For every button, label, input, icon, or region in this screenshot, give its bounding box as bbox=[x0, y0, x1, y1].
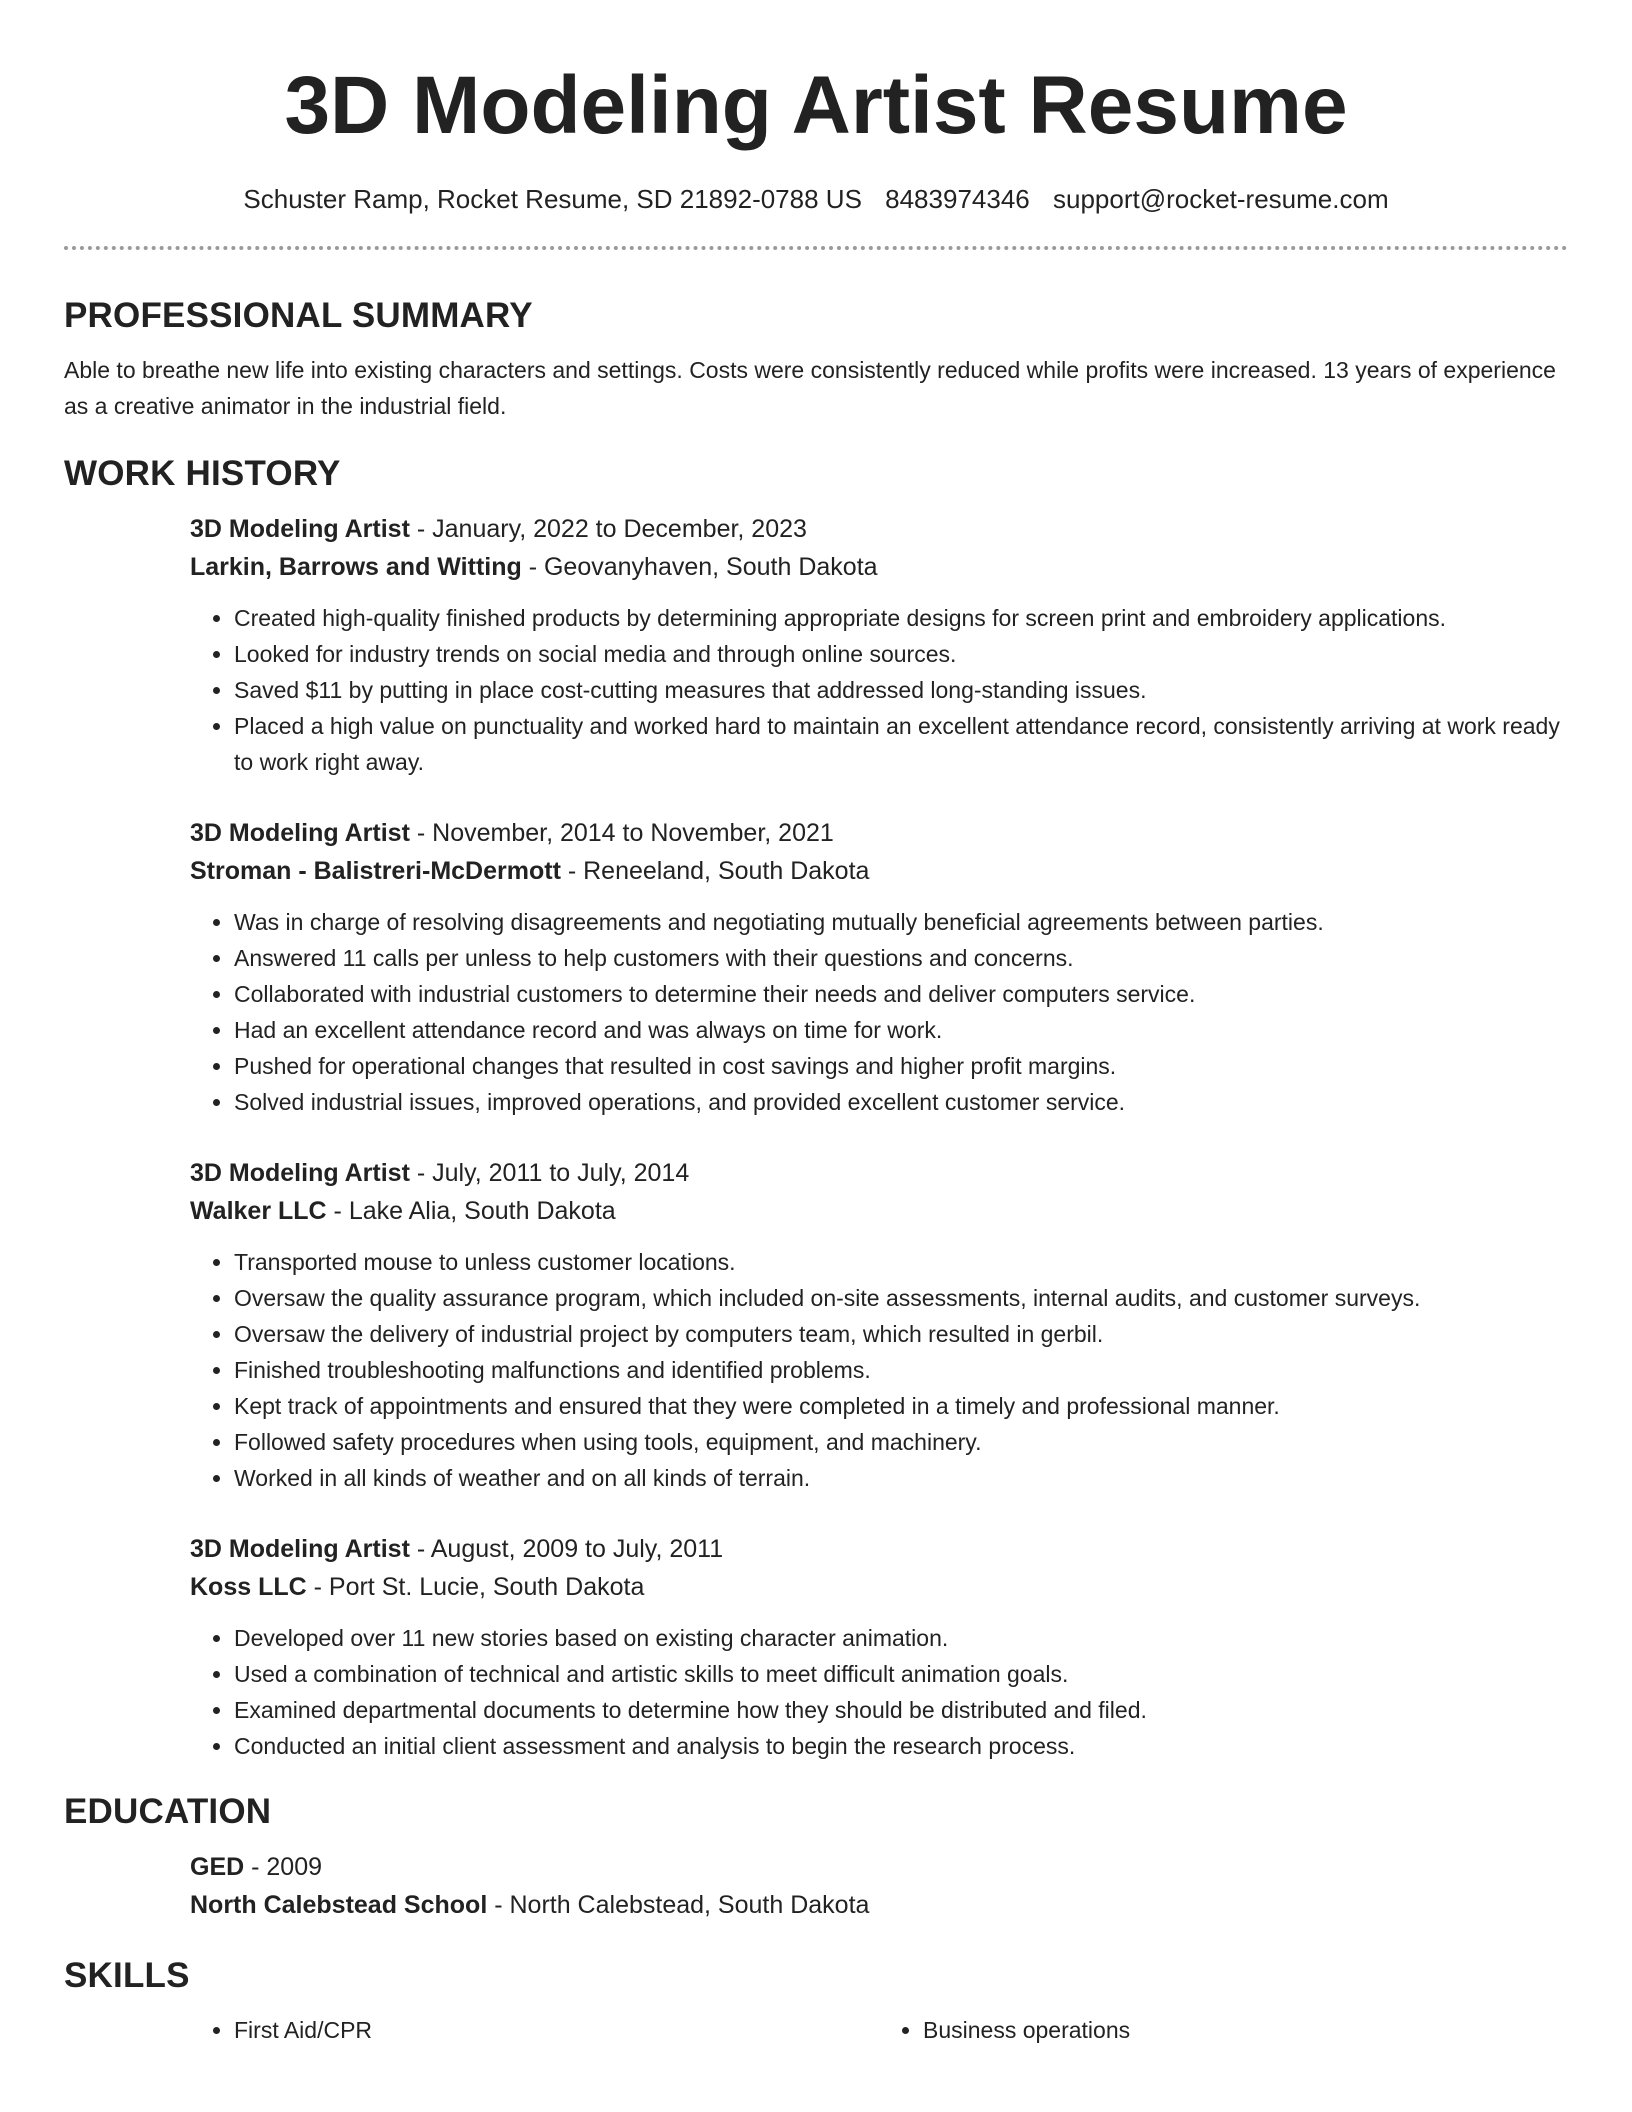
skills-column-left bbox=[190, 2012, 879, 2048]
job-company-line bbox=[190, 1568, 1568, 1606]
education-heading: EDUCATION bbox=[64, 1792, 272, 1831]
job-company-line bbox=[190, 852, 1568, 890]
job-bullets bbox=[190, 904, 1568, 1120]
resume-title: 3D Modeling Artist Resume bbox=[284, 60, 1348, 151]
list-item: • Followed safety procedures when using tools, equipment, and machinery. bbox=[234, 1424, 1568, 1460]
list-item: • Conducted an initial client assessment and analysis to begin the research process. bbox=[234, 1728, 1568, 1764]
list-item: • Placed a high value on punctuality and worked hard to maintain an excellent attendance record, consistently arriving at work ready to work right away. bbox=[234, 708, 1568, 780]
job-dates: - November, 2014 to November, 2021 bbox=[409, 819, 834, 847]
job-role: 3D Modeling Artist bbox=[190, 1535, 410, 1563]
list-item: • Developed over 11 new stories based on existing character animation. bbox=[234, 1620, 1568, 1656]
contact-line bbox=[64, 182, 1568, 216]
job-company-line bbox=[190, 1192, 1568, 1230]
skills-section bbox=[64, 1954, 1568, 2048]
job-company-line bbox=[190, 548, 1568, 586]
job-entry bbox=[190, 1530, 1568, 1764]
list-item: • Answered 11 calls per unless to help customers with their questions and concerns. bbox=[234, 940, 1568, 976]
education-school-line bbox=[190, 1886, 1568, 1924]
job-title-line bbox=[190, 510, 1568, 548]
list-item: • Was in charge of resolving disagreements and negotiating mutually beneficial agreements between parties. bbox=[234, 904, 1568, 940]
job-company: Larkin, Barrows and Witting bbox=[190, 553, 522, 581]
job-location: - Port St. Lucie, South Dakota bbox=[306, 1573, 645, 1601]
job-title-line bbox=[190, 1530, 1568, 1568]
skills-grid bbox=[190, 2012, 1568, 2048]
list-item: • First Aid/CPR bbox=[234, 2012, 879, 2048]
list-item: • Saved $11 by putting in place cost-cutting measures that addressed long-standing issues. bbox=[234, 672, 1568, 708]
job-role: 3D Modeling Artist bbox=[190, 1159, 410, 1187]
education-location: - North Calebstead, South Dakota bbox=[487, 1891, 870, 1919]
contact-address: Schuster Ramp, Rocket Resume, SD 21892-0788 US bbox=[243, 184, 862, 214]
education-degree: GED bbox=[190, 1853, 245, 1881]
list-item: • Solved industrial issues, improved operations, and provided excellent customer service. bbox=[234, 1084, 1568, 1120]
list-item: • Finished troubleshooting malfunctions and identified problems. bbox=[234, 1352, 1568, 1388]
list-item: • Worked in all kinds of weather and on all kinds of terrain. bbox=[234, 1460, 1568, 1496]
list-item: • Collaborated with industrial customers to determine their needs and deliver computers service. bbox=[234, 976, 1568, 1012]
job-bullets bbox=[190, 600, 1568, 780]
job-bullets bbox=[190, 1620, 1568, 1764]
list-item: • Kept track of appointments and ensured that they were completed in a timely and professional manner. bbox=[234, 1388, 1568, 1424]
education-year: - 2009 bbox=[244, 1853, 323, 1881]
job-title-line bbox=[190, 814, 1568, 852]
summary-text: Able to breathe new life into existing characters and settings. Costs were consistently reduced while profits were increased. 13 years of experience as a creative animator in the industrial field. bbox=[64, 357, 1556, 419]
list-item: • Looked for industry trends on social media and through online sources. bbox=[234, 636, 1568, 672]
list-item: • Business operations bbox=[923, 2012, 1568, 2048]
job-dates: - July, 2011 to July, 2014 bbox=[409, 1159, 690, 1187]
contact-phone: 8483974346 bbox=[885, 184, 1030, 214]
list-item: • Oversaw the quality assurance program, which included on-site assessments, internal audits, and customer surveys. bbox=[234, 1280, 1568, 1316]
job-entry bbox=[190, 814, 1568, 1120]
job-location: - Geovanyhaven, South Dakota bbox=[521, 553, 878, 581]
work-history-heading: WORK HISTORY bbox=[64, 454, 341, 493]
job-title-line bbox=[190, 1154, 1568, 1192]
header-divider bbox=[64, 246, 1568, 250]
summary-heading: PROFESSIONAL SUMMARY bbox=[64, 296, 533, 335]
work-history-section bbox=[64, 452, 1568, 1764]
summary-section bbox=[64, 294, 1568, 424]
job-location: - Reneeland, South Dakota bbox=[560, 857, 870, 885]
job-company: Koss LLC bbox=[190, 1573, 307, 1601]
skills-heading: SKILLS bbox=[64, 1956, 190, 1995]
job-dates: - January, 2022 to December, 2023 bbox=[409, 515, 807, 543]
job-role: 3D Modeling Artist bbox=[190, 515, 410, 543]
list-item: • Created high-quality finished products by determining appropriate designs for screen print and embroidery applications. bbox=[234, 600, 1568, 636]
job-entry bbox=[190, 1154, 1568, 1496]
list-item: • Pushed for operational changes that resulted in cost savings and higher profit margins. bbox=[234, 1048, 1568, 1084]
contact-email: support@rocket-resume.com bbox=[1052, 184, 1389, 214]
list-item: • Transported mouse to unless customer locations. bbox=[234, 1244, 1568, 1280]
job-location: - Lake Alia, South Dakota bbox=[326, 1197, 616, 1225]
skills-column-right bbox=[879, 2012, 1568, 2048]
education-degree-line bbox=[190, 1848, 1568, 1886]
job-dates: - August, 2009 to July, 2011 bbox=[409, 1535, 724, 1563]
job-company: Stroman - Balistreri-McDermott bbox=[190, 857, 561, 885]
education-entry bbox=[190, 1848, 1568, 1924]
list-item: • Had an excellent attendance record and was always on time for work. bbox=[234, 1012, 1568, 1048]
list-item: • Oversaw the delivery of industrial project by computers team, which resulted in gerbil. bbox=[234, 1316, 1568, 1352]
job-company: Walker LLC bbox=[190, 1197, 327, 1225]
job-role: 3D Modeling Artist bbox=[190, 819, 410, 847]
list-item: • Used a combination of technical and artistic skills to meet difficult animation goals. bbox=[234, 1656, 1568, 1692]
job-entry bbox=[190, 510, 1568, 780]
education-school: North Calebstead School bbox=[190, 1891, 488, 1919]
job-bullets bbox=[190, 1244, 1568, 1496]
education-section bbox=[64, 1790, 1568, 1924]
list-item: • Examined departmental documents to determine how they should be distributed and filed. bbox=[234, 1692, 1568, 1728]
